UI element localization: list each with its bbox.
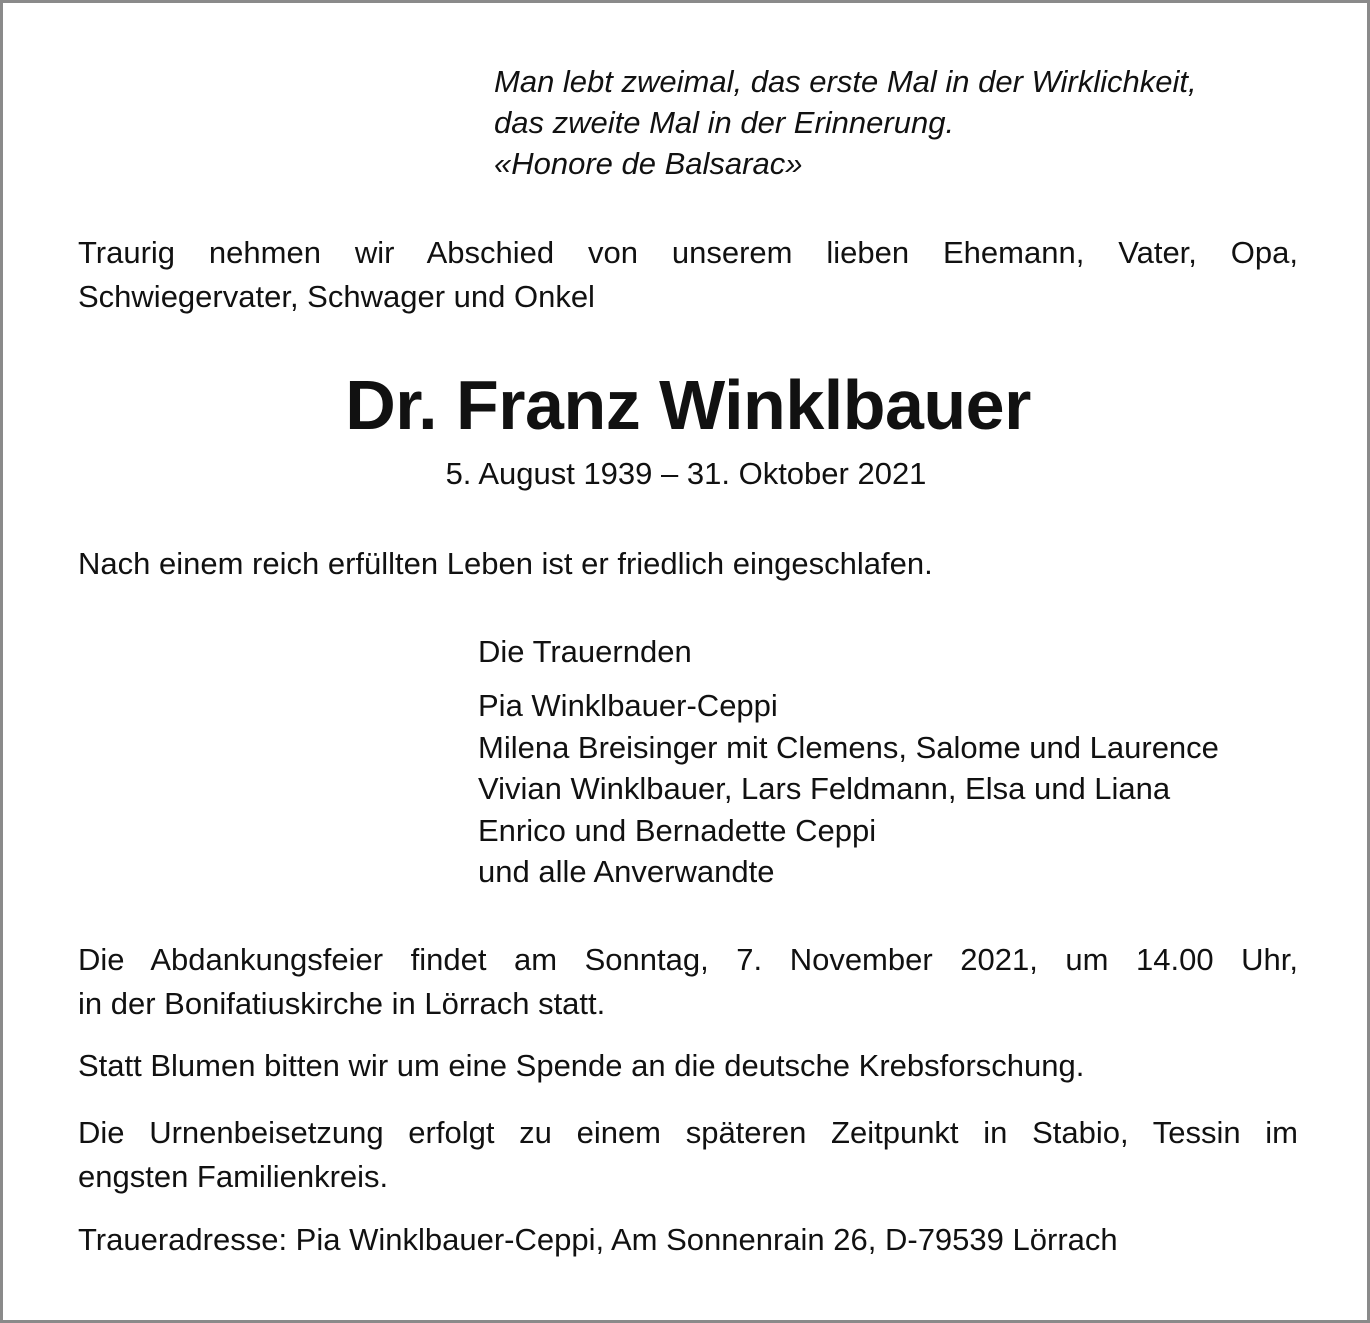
sleep-text: Nach einem reich erfüllten Leben ist er friedlich eingeschlafen.: [78, 546, 933, 581]
ceremony-line: in der Bonifatiuskirche in Lörrach statt.: [78, 986, 606, 1021]
quote-block: [494, 61, 1324, 184]
mourner-name: und alle Anverwandte: [478, 854, 775, 889]
ceremony-paragraph: [78, 938, 1298, 1026]
urn-line: engsten Familienkreis.: [78, 1159, 389, 1194]
quote-line: Man lebt zweimal, das erste Mal in der Wirklichkeit,: [494, 64, 1197, 99]
life-dates: 5. August 1939 – 31. Oktober 2021: [445, 456, 927, 491]
mourner-name: Milena Breisinger mit Clemens, Salome und Laurence: [478, 729, 1219, 765]
intro-line: Schwiegervater, Schwager und Onkel: [78, 279, 595, 314]
flowers-paragraph: Statt Blumen bitten wir um eine Spende an die deutsche Krebsforschung.: [78, 1048, 1085, 1083]
mourning-address: Traueradresse: Pia Winklbauer-Ceppi, Am Sonnenrain 26, D-79539 Lörrach: [78, 1222, 1118, 1257]
mourner-name: Enrico und Bernadette Ceppi: [478, 812, 877, 848]
quote-line: das zweite Mal in der Erinnerung.: [494, 105, 955, 140]
urn-line: Die Urnenbeisetzung erfolgt zu einem späteren Zeitpunkt in Stabio, Tessin im: [78, 1115, 1298, 1150]
mourner-name: Vivian Winklbauer, Lars Feldmann, Elsa und Liana: [478, 771, 1171, 806]
ceremony-line: Die Abdankungsfeier findet am Sonntag, 7. November 2021, um 14.00 Uhr,: [78, 942, 1298, 977]
intro-line: Traurig nehmen wir Abschied von unserem lieben Ehemann, Vater, Opa,: [78, 235, 1298, 270]
urn-paragraph: [78, 1111, 1298, 1199]
mourner-name: Pia Winklbauer-Ceppi: [478, 688, 778, 723]
deceased-name: Dr. Franz Winklbauer: [345, 366, 1031, 444]
mourners-list: [478, 685, 1219, 893]
quote-author: «Honore de Balsarac»: [494, 146, 803, 181]
intro-paragraph: [78, 231, 1298, 319]
mourners-title: Die Trauernden: [478, 634, 692, 669]
